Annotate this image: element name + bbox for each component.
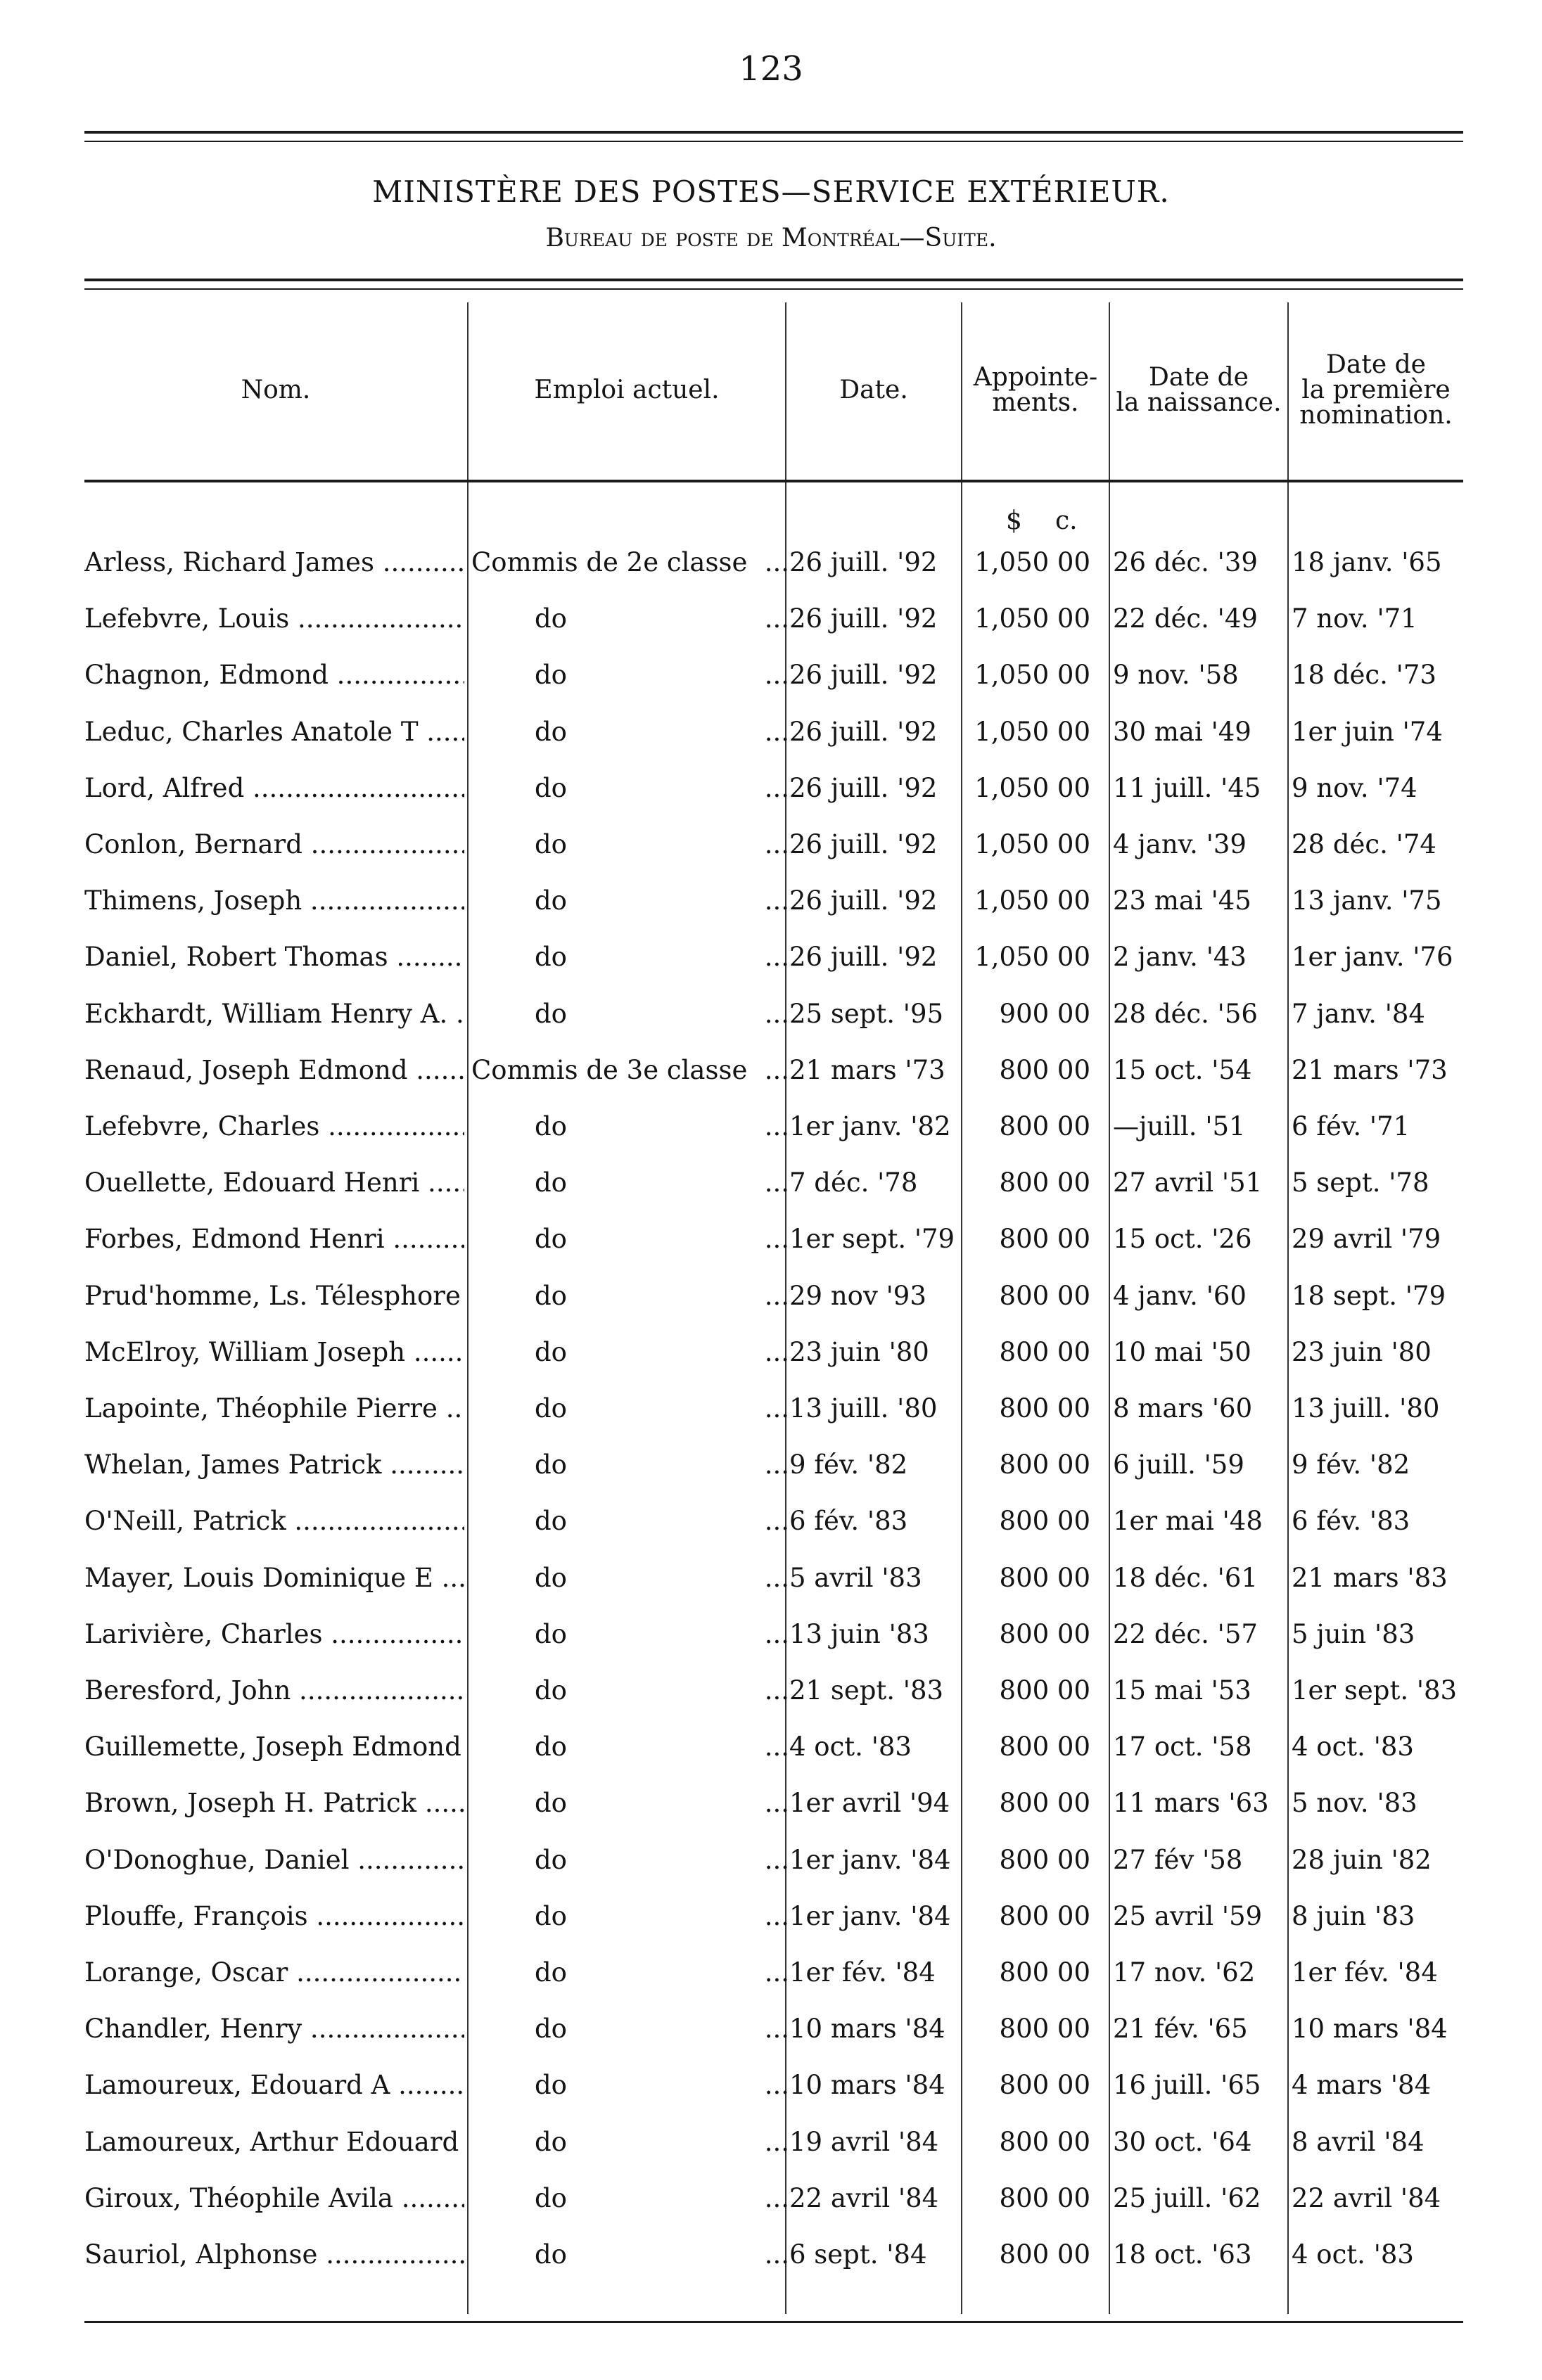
employee-name: Prud'homme, Ls. Télesphore ..... [84,1268,464,1324]
salary: 800 00 [999,1337,1090,1367]
employment: do [535,603,567,634]
employee-name: Conlon, Bernard ..... [84,817,464,873]
employee-name: Forbes, Edmond Henri ..... [84,1211,464,1267]
table-row [0,2057,1542,2113]
date: 1er janv. '82 [789,1111,951,1141]
leader-dots: ... [764,2014,789,2044]
leader-dots: ... [764,999,789,1029]
table-row [0,535,1542,591]
birth-date: 15 oct. '26 [1113,1224,1252,1254]
page-subtitle: Bureau de poste de Montréal—Suite. [545,224,997,252]
table-row [0,1324,1542,1381]
date: 9 fév. '82 [789,1450,908,1480]
leader-dots: ... [764,1732,789,1762]
employee-name: Daniel, Robert Thomas ..... [84,929,464,985]
leader-dots: ... [764,1450,789,1480]
employment: do [535,660,567,690]
leader-dots: ... [764,773,789,803]
first-nomination: 18 sept. '79 [1292,1281,1446,1311]
first-nomination: 18 déc. '73 [1292,660,1436,690]
date: 26 juill. '92 [789,773,938,803]
leader-dots: ... [764,1224,789,1254]
salary: 800 00 [999,1224,1090,1254]
table-row [0,1493,1542,1549]
date: 26 juill. '92 [789,942,938,972]
table-row [0,1832,1542,1888]
birth-date: 4 janv. '60 [1113,1281,1247,1311]
employment: do [535,1224,567,1254]
birth-date: 28 déc. '56 [1113,999,1258,1029]
employment: do [535,1393,567,1423]
date: 21 mars '73 [789,1055,945,1085]
leader-dots: ... [764,1281,789,1311]
salary: 1,050 00 [974,603,1090,634]
table-row [0,1099,1542,1155]
first-nomination: 6 fév. '83 [1292,1506,1410,1536]
salary: 800 00 [999,1111,1090,1141]
header-date: Date. [839,376,908,404]
date: 6 sept. '84 [789,2239,927,2270]
employment: do [535,1901,567,1931]
first-nomination: 13 juill. '80 [1292,1393,1440,1423]
employee-name: O'Neill, Patrick ..... [84,1493,464,1549]
employment: do [535,1619,567,1649]
birth-date: 15 oct. '54 [1113,1055,1252,1085]
date: 1er janv. '84 [789,1845,951,1875]
first-nomination: 1er janv. '76 [1292,942,1453,972]
leader-dots: ... [764,547,789,577]
date: 1er fév. '84 [789,1957,936,1988]
employee-name: Whelan, James Patrick ..... [84,1437,464,1493]
employment: do [535,1111,567,1141]
first-nomination: 29 avril '79 [1292,1224,1441,1254]
salary: 800 00 [999,1732,1090,1762]
birth-date: 17 nov. '62 [1113,1957,1256,1988]
employment: do [535,1167,567,1198]
employee-name: Lefebvre, Charles ..... [84,1099,464,1155]
leader-dots: ... [764,717,789,747]
leader-dots: ... [764,1619,789,1649]
table-row [0,1550,1542,1606]
first-nomination: 28 déc. '74 [1292,829,1436,859]
table-row [0,1663,1542,1719]
leader-dots: ... [764,1901,789,1931]
leader-dots: ... [764,1506,789,1536]
employee-name: Mayer, Louis Dominique E ..... [84,1550,464,1606]
header-appointements: Appointe- ments. [973,363,1098,417]
table-row [0,704,1542,760]
header-premiere-nomination: Date de la première nomination. [1299,350,1453,430]
table-row [0,2170,1542,2227]
employee-name: O'Donoghue, Daniel ..... [84,1832,464,1888]
employment: do [535,1732,567,1762]
leader-dots: ... [764,603,789,634]
leader-dots: ... [764,1957,789,1988]
first-nomination: 8 juin '83 [1292,1901,1415,1931]
employee-name: Brown, Joseph H. Patrick ..... [84,1775,464,1831]
employee-name: Lord, Alfred ..... [84,760,464,817]
employment: do [535,1675,567,1706]
salary: 800 00 [999,1055,1090,1085]
birth-date: 18 déc. '61 [1113,1563,1258,1593]
first-nomination: 21 mars '73 [1292,1055,1448,1085]
employment: do [535,773,567,803]
table-row [0,929,1542,985]
first-nomination: 22 avril '84 [1292,2183,1441,2213]
salary: 800 00 [999,1675,1090,1706]
top-rule [84,131,1463,134]
date: 26 juill. '92 [789,547,938,577]
title-rule-thin [84,288,1463,290]
salary: 1,050 00 [974,829,1090,859]
employee-name: Sauriol, Alphonse ..... [84,2227,464,2283]
salary: 800 00 [999,1845,1090,1875]
employee-name: Eckhardt, William Henry A. ..... [84,986,464,1042]
first-nomination: 18 janv. '65 [1292,547,1442,577]
first-nomination: 1er fév. '84 [1292,1957,1438,1988]
employment: do [535,2239,567,2270]
date: 23 juin '80 [789,1337,929,1367]
first-nomination: 5 nov. '83 [1292,1788,1417,1818]
first-nomination: 9 fév. '82 [1292,1450,1410,1480]
employee-name: Chandler, Henry ..... [84,2001,464,2057]
salary: 900 00 [999,999,1090,1029]
date: 26 juill. '92 [789,603,938,634]
page-number: 123 [739,49,803,89]
birth-date: 16 juill. '65 [1113,2070,1261,2100]
employee-name: Lamoureux, Edouard A ..... [84,2057,464,2113]
salary: 800 00 [999,2239,1090,2270]
date: 7 déc. '78 [789,1167,918,1198]
salary: 800 00 [999,1901,1090,1931]
table-row [0,591,1542,647]
birth-date: 9 nov. '58 [1113,660,1239,690]
unit-dollars: $ [1006,506,1022,535]
employment: do [535,1788,567,1818]
first-nomination: 4 oct. '83 [1292,1732,1414,1762]
salary: 1,050 00 [974,773,1090,803]
leader-dots: ... [764,2127,789,2157]
leader-dots: ... [764,1788,789,1818]
table-row [0,1211,1542,1267]
first-nomination: 4 mars '84 [1292,2070,1432,2100]
employee-name: Beresford, John ..... [84,1663,464,1719]
date: 1er avril '94 [789,1788,950,1818]
birth-date: —juill. '51 [1113,1111,1246,1141]
salary: 800 00 [999,1619,1090,1649]
first-nomination: 7 janv. '84 [1292,999,1425,1029]
leader-dots: ... [764,1167,789,1198]
leader-dots: ... [764,1845,789,1875]
table-row [0,1381,1542,1437]
header-rule [84,480,1463,482]
salary: 800 00 [999,1167,1090,1198]
employee-name: Chagnon, Edmond ..... [84,647,464,703]
first-nomination: 8 avril '84 [1292,2127,1425,2157]
birth-date: 17 oct. '58 [1113,1732,1252,1762]
birth-date: 18 oct. '63 [1113,2239,1252,2270]
first-nomination: 21 mars '83 [1292,1563,1448,1593]
employment: do [535,1450,567,1480]
table-row [0,1888,1542,1945]
header-naissance: Date de la naissance. [1116,363,1282,417]
employment: do [535,2014,567,2044]
bottom-rule [84,2321,1463,2323]
leader-dots: ... [764,885,789,916]
leader-dots: ... [764,660,789,690]
salary: 1,050 00 [974,660,1090,690]
date: 13 juin '83 [789,1619,929,1649]
employment: do [535,1957,567,1988]
birth-date: 25 juill. '62 [1113,2183,1261,2213]
salary: 800 00 [999,1506,1090,1536]
date: 4 oct. '83 [789,1732,912,1762]
birth-date: 8 mars '60 [1113,1393,1253,1423]
employee-name: Lefebvre, Louis ..... [84,591,464,647]
table-row [0,647,1542,703]
date: 6 fév. '83 [789,1506,908,1536]
first-nomination: 1er juin '74 [1292,717,1443,747]
first-nomination: 4 oct. '83 [1292,2239,1414,2270]
employee-name: Lamoureux, Arthur Edouard ..... [84,2114,464,2170]
salary: 1,050 00 [974,547,1090,577]
unit-cents: c. [1055,506,1078,535]
first-nomination: 9 nov. '74 [1292,773,1417,803]
salary: 800 00 [999,1788,1090,1818]
salary: 1,050 00 [974,942,1090,972]
first-nomination: 23 juin '80 [1292,1337,1432,1367]
birth-date: 11 juill. '45 [1113,773,1261,803]
leader-dots: ... [764,1337,789,1367]
table-row [0,1945,1542,2001]
employment: Commis de 3e classe [471,1055,748,1085]
leader-dots: ... [764,2239,789,2270]
table-row [0,2227,1542,2283]
birth-date: 1er mai '48 [1113,1506,1263,1536]
employment: do [535,999,567,1029]
salary: 800 00 [999,2014,1090,2044]
date: 25 sept. '95 [789,999,944,1029]
employment: do [535,1337,567,1367]
table-row [0,1606,1542,1663]
salary: 800 00 [999,1281,1090,1311]
birth-date: 6 juill. '59 [1113,1450,1244,1480]
employment: do [535,2070,567,2100]
leader-dots: ... [764,1675,789,1706]
salary: 1,050 00 [974,885,1090,916]
date: 21 sept. '83 [789,1675,944,1706]
birth-date: 4 janv. '39 [1113,829,1247,859]
date: 26 juill. '92 [789,717,938,747]
employee-name: Lorange, Oscar ..... [84,1945,464,2001]
table-row [0,760,1542,817]
date: 26 juill. '92 [789,829,938,859]
employment: do [535,1563,567,1593]
date: 10 mars '84 [789,2070,945,2100]
header-emploi-actuel: Emploi actuel. [534,376,720,404]
employee-name: Arless, Richard James ..... [84,535,464,591]
birth-date: 15 mai '53 [1113,1675,1251,1706]
leader-dots: ... [764,2183,789,2213]
employee-name: Thimens, Joseph ..... [84,873,464,929]
date: 26 juill. '92 [789,885,938,916]
birth-date: 11 mars '63 [1113,1788,1269,1818]
birth-date: 23 mai '45 [1113,885,1251,916]
birth-date: 30 oct. '64 [1113,2127,1252,2157]
table-row [0,1437,1542,1493]
table-row [0,1775,1542,1831]
first-nomination: 5 juin '83 [1292,1619,1415,1649]
date: 22 avril '84 [789,2183,939,2213]
employment: do [535,2183,567,2213]
employee-name: Leduc, Charles Anatole T ..... [84,704,464,760]
first-nomination: 7 nov. '71 [1292,603,1417,634]
first-nomination: 1er sept. '83 [1292,1675,1458,1706]
date: 5 avril '83 [789,1563,922,1593]
leader-dots: ... [764,942,789,972]
employment: do [535,829,567,859]
date: 26 juill. '92 [789,660,938,690]
birth-date: 10 mai '50 [1113,1337,1251,1367]
salary: 800 00 [999,2183,1090,2213]
leader-dots: ... [764,2070,789,2100]
date: 1er janv. '84 [789,1901,951,1931]
employee-name: Renaud, Joseph Edmond ..... [84,1042,464,1099]
leader-dots: ... [764,1111,789,1141]
date: 19 avril '84 [789,2127,939,2157]
salary: 800 00 [999,1563,1090,1593]
leader-dots: ... [764,829,789,859]
table-row [0,2114,1542,2170]
date: 13 juill. '80 [789,1393,938,1423]
employee-name: McElroy, William Joseph ..... [84,1324,464,1381]
employment: do [535,885,567,916]
birth-date: 21 fév. '65 [1113,2014,1248,2044]
table-row [0,1042,1542,1099]
employee-name: Plouffe, François ..... [84,1888,464,1945]
employee-name: Ouellette, Edouard Henri ..... [84,1155,464,1211]
date: 1er sept. '79 [789,1224,955,1254]
date: 29 nov '93 [789,1281,926,1311]
birth-date: 2 janv. '43 [1113,942,1247,972]
employment: do [535,1506,567,1536]
employment: do [535,1845,567,1875]
birth-date: 22 déc. '49 [1113,603,1258,634]
employment: do [535,1281,567,1311]
table-row [0,1268,1542,1324]
header-nom: Nom. [241,376,311,404]
employment: do [535,2127,567,2157]
salary: 800 00 [999,1957,1090,1988]
table-row [0,1719,1542,1775]
salary: 1,050 00 [974,717,1090,747]
date: 10 mars '84 [789,2014,945,2044]
table-row [0,817,1542,873]
birth-date: 22 déc. '57 [1113,1619,1258,1649]
table-row [0,1155,1542,1211]
birth-date: 27 avril '51 [1113,1167,1263,1198]
table-row [0,2001,1542,2057]
employee-name: Lapointe, Théophile Pierre ..... [84,1381,464,1437]
employee-name: Giroux, Théophile Avila ..... [84,2170,464,2227]
table-row [0,986,1542,1042]
salary: 800 00 [999,2127,1090,2157]
first-nomination: 10 mars '84 [1292,2014,1448,2044]
employee-name: Larivière, Charles ..... [84,1606,464,1663]
employment: do [535,942,567,972]
birth-date: 26 déc. '39 [1113,547,1258,577]
table-row [0,873,1542,929]
first-nomination: 28 juin '82 [1292,1845,1432,1875]
employment: Commis de 2e classe [471,547,748,577]
top-rule-thin [84,141,1463,142]
first-nomination: 13 janv. '75 [1292,885,1442,916]
employee-name: Guillemette, Joseph Edmond ..... [84,1719,464,1775]
birth-date: 25 avril '59 [1113,1901,1263,1931]
birth-date: 30 mai '49 [1113,717,1251,747]
birth-date: 27 fév '58 [1113,1845,1243,1875]
leader-dots: ... [764,1393,789,1423]
first-nomination: 6 fév. '71 [1292,1111,1410,1141]
leader-dots: ... [764,1055,789,1085]
page-title: MINISTÈRE DES POSTES—SERVICE EXTÉRIEUR. [372,174,1170,209]
leader-dots: ... [764,1563,789,1593]
first-nomination: 5 sept. '78 [1292,1167,1429,1198]
employment: do [535,717,567,747]
title-rule [84,279,1463,281]
salary: 800 00 [999,1450,1090,1480]
salary: 800 00 [999,1393,1090,1423]
salary: 800 00 [999,2070,1090,2100]
